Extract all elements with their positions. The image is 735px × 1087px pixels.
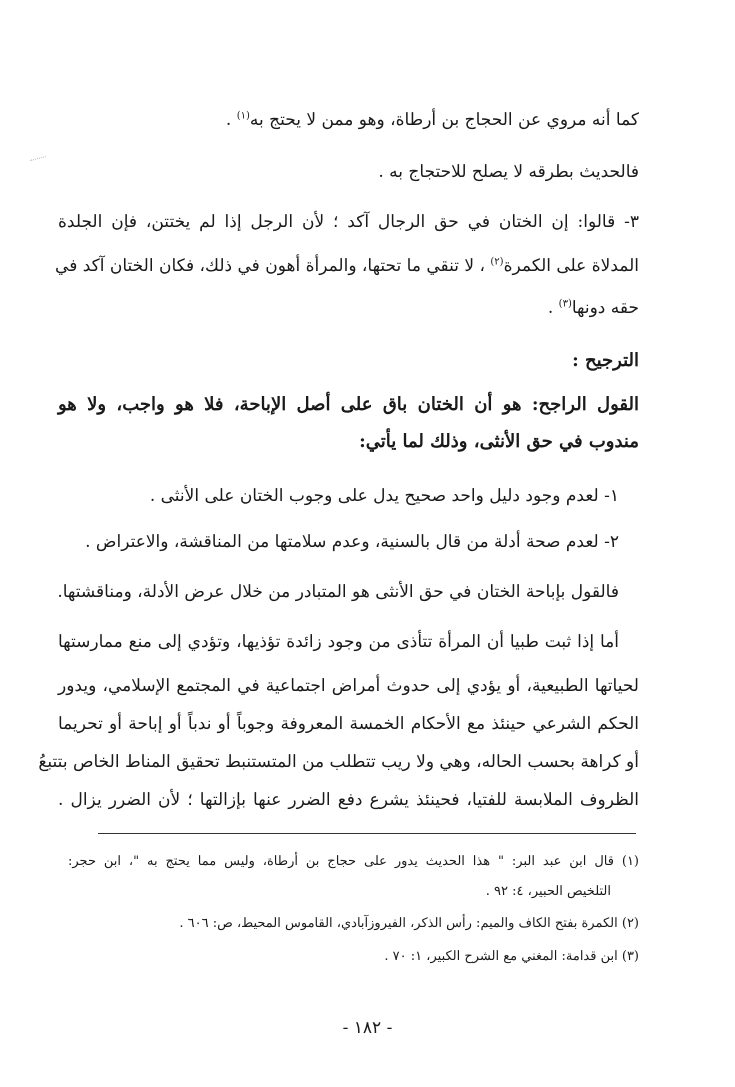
paragraph-2-line-1: أما إذا ثبت طبيا أن المرأة تتأذى من وجود زائدة تؤذيها، وتؤدي إلى منع ممارستها — [58, 632, 619, 652]
body-line-5: حقه دونها$^{(٣)}$ . — [547, 298, 639, 318]
footnote-divider — [98, 833, 636, 834]
footnote-ref-1[interactable]: (١) — [236, 110, 250, 122]
scan-speck — [30, 156, 46, 161]
paragraph-2-line-2: لحياتها الطبيعية، أو يؤدي إلى حدوث أمراض اجتماعية في المجتمع الإسلامي، ويدور — [58, 676, 639, 696]
body-line-1: كما أنه مروي عن الحجاج بن أرطاة، وهو ممن لا يحتج به$^{(١)}$ . — [225, 110, 639, 130]
footnote-1-line-2: التلخيص الحبير، ٤: ٩٢ . — [485, 884, 611, 899]
bold-line-2: مندوب في حق الأنثى، وذلك لما يأتي: — [359, 431, 639, 452]
footnote-3: (٣) ابن قدامة: المغني مع الشرح الكبير، ١: ٧٠ . — [384, 949, 639, 964]
body-line-3: ٣- قالوا: إن الختان في حق الرجال آكد ؛ لأن الرجل إذا لم يختتن، فإن الجلدة — [58, 212, 639, 232]
paragraph-1: فالقول بإباحة الختان في حق الأنثى هو المتبادر من خلال عرض الأدلة، ومناقشتها. — [57, 582, 619, 602]
body-line-2: فالحديث بطرقه لا يصلح للاحتجاج به . — [378, 162, 639, 182]
list-item-2: ٢- لعدم صحة أدلة من قال بالسنية، وعدم سلامتها من المناقشة، والاعتراض . — [85, 532, 619, 552]
paragraph-2-line-5: الظروف الملابسة للفتيا، فحينئذ يشرع دفع الضرر عنها بإزالتها ؛ لأن الضرر يزال . — [58, 790, 639, 810]
list-item-1: ١- لعدم وجود دليل واحد صحيح يدل على وجوب الختان على الأنثى . — [149, 486, 619, 506]
footnote-1-line-1: (١) قال ابن عبد البر: " هذا الحديث يدور على حجاج بن أرطاة، وليس مما يحتج به "، ابن حجر: — [68, 854, 639, 869]
paragraph-2-line-3: الحكم الشرعي حينئذ مع الأحكام الخمسة المعروفة وجوباً أو ندباً أو إباحة أو تحريما — [58, 714, 639, 734]
footnote-ref-3[interactable]: (٣) — [558, 298, 572, 310]
footnote-ref-2[interactable]: (٢) — [490, 256, 504, 268]
paragraph-2-line-4: أو كراهة بحسب الحاله، وهي ولا ريب تتطلب من المتستنبط تحقيق المناط الخاص بتتبعُ — [38, 752, 639, 772]
footnote-2: (٢) الكمرة بفتح الكاف والميم: رأس الذكر، الفيروزآبادي، القاموس المحيط، ص: ٦٠٦ . — [179, 916, 639, 931]
body-line-4: المدلاة على الكمرة$^{(٢)}$ ، لا تنقي ما تحتها، والمرأة أهون في ذلك، فكان الختان آكد في — [55, 256, 639, 276]
section-heading: الترجيح : — [572, 350, 639, 371]
page-number: - ١٨٢ - — [342, 1018, 393, 1038]
bold-line-1: القول الراجح: هو أن الختان باق على أصل الإباحة، فلا هو واجب، ولا هو — [58, 394, 639, 415]
